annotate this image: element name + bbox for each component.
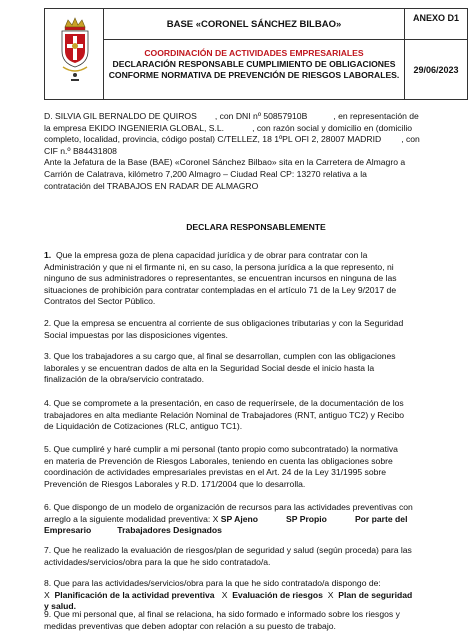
clause-9-line-1: 9. Que mi personal que, al final se relaciona, ha sido formado e informado sobre los riesgos y [44,609,400,619]
representation-text: , en representación de [333,111,419,121]
clause-4 [44,398,468,433]
cif-label: CIF n.º [44,145,71,156]
cif-value: B84431808 [72,145,117,156]
clause-6-line-2 [44,514,468,526]
clause-5-line-1: 5. Que cumpliré y haré cumplir a mi personal (tanto propio como subcontratado) la normativa [44,444,398,454]
clause-2 [44,318,468,341]
company-address: C/TELLEZ, 18 1ºPL OFI 2, 28007 MADRID [217,134,382,145]
clause-8-line-2 [44,590,468,602]
clause-9-line-2: medidas preventivas que deben adoptar con relación a su puesto de trabajo. [44,620,336,631]
clause-8 [44,578,468,613]
clause-4-line-3: de Liquidación de Cotizaciones (RLC, antiguo TC1). [44,421,243,432]
address-label: completo, localidad, provincia, código postal) [44,134,216,145]
trabajadores-designados-option: Trabajadores Designados [117,525,222,536]
clause-1-line-3: ninguno de sus administradores o representantes, se encuentran incursos en ninguna de las [44,273,397,284]
declaration-heading: DECLARA RESPONSABLEMENTE [186,222,326,232]
clause-1-line-2: Administración y que ni el firmante ni, en su caso, la persona jurídica a la que represento, ni [44,261,394,272]
clause-5-line-4: Prevención de Riesgos Laborales y R.D. 171/2004 que lo desarrolla. [44,478,306,489]
company-name: EKIDO INGENIERIA GLOBAL, S.L. [88,122,225,133]
clause-6 [44,502,468,537]
clause-3-line-3: finalización de la obra/servicio contratado. [44,374,205,385]
clause-5-line-3: coordinación de actividades empresariales previstas en el Art. 24 de la Ley 31/1995 sobre [44,467,387,478]
clause-7-line-2: actividades/servicios/obra para la que he sido contratado/a. [44,556,271,567]
intro-line-4 [44,146,468,158]
intro-block [44,111,468,192]
planning-check-mark: X [44,589,50,600]
intro-line-6: Carrión de Calatrava, kilómetro 7,200 Almagro – Ciudad Real CP: 13270 relativa a la [44,168,367,179]
clause-2-line-2: Social impuestas por las disposiciones vigentes. [44,329,228,340]
sp-ajeno-check-mark: X [212,513,219,524]
clause-8-line-1: 8. Que para las actividades/servicios/obra para la que he sido contratado/a dispongo de: [44,578,381,588]
clause-3 [44,351,468,386]
coordination-title: COORDINACIÓN DE ACTIVIDADES EMPRESARIALES [144,48,364,58]
company-label: la empresa [44,122,87,133]
clause-7 [44,545,468,568]
intro-line-7 [44,181,468,193]
contract-works: TRABAJOS EN RADAR DE ALMAGRO [106,180,259,191]
declaration-title-line-1: DECLARACIÓN RESPONSABLE CUMPLIMIENTO DE OBLIGACIONES [112,59,396,69]
signatory-name: D. SILVIA GIL BERNALDO DE QUIROS [44,111,197,121]
domicile-text: , con razón social y domicilio en (domicilio [252,122,413,133]
clause-3-line-1: 3. Que los trabajadores a su cargo que, al final se desarrollan, cumplen con las obligaciones [44,351,396,361]
modality-label: arreglo a la siguiente modalidad preventiva: [44,513,211,524]
declaration-title-line-2: CONFORME NORMATIVA DE PREVENCIÓN DE RIESGOS LABORALES. [108,70,400,80]
safety-plan-option-cont: y salud. [44,601,76,612]
document-title-cell [103,39,405,100]
intro-line-3 [44,134,468,146]
dni-value: 50857910B [263,111,308,121]
clause-1-line-4: situaciones de prohibición para contratar contempladas en el artículo 71 de la Ley 9/2017 de [44,284,397,295]
clause-7-line-1: 7. Que he realizado la evaluación de riesgos/plan de seguridad y salud (según proceda) para las [44,545,412,555]
address-suffix: , con [401,134,420,145]
contract-label: contratación del [44,180,105,191]
clause-1-number: 1. [44,250,52,260]
clause-3-line-2: laborales y se encuentran dados de alta en la Seguridad Social desde el inicio hasta la [44,362,375,373]
clause-4-line-1: 4. Que se compromete a la presentación, en caso de requerírsele, de la documentación de los [44,398,404,408]
coat-of-arms-logo [59,17,91,93]
header-table [44,8,468,100]
sp-propio-option: SP Propio [286,513,327,524]
document-date: 29/06/2023 [404,39,468,100]
safety-plan-option: Plan de seguridad [338,589,413,600]
clause-1-line-1: Que la empresa goza de plena capacidad jurídica y de obrar para contratar con la [55,250,368,260]
risk-eval-check-mark: X [221,589,228,600]
clause-6-line-1: 6. Que dispongo de un modelo de organización de recursos para las actividades preventivas con [44,502,413,512]
intro-line-2 [44,123,468,135]
clause-4-line-2: trabajadores en alta mediante Relación Nominal de Trabajadores (RNT, antiguo TC2) y Recibo [44,409,405,420]
sp-ajeno-option: SP Ajeno [220,513,259,524]
clause-2-line-1: 2. Que la empresa se encuentra al corriente de sus obligaciones tributarias y con la Seguridad [44,318,404,328]
clause-6-line-3 [44,525,468,537]
clause-5 [44,444,468,490]
clause-9 [44,609,468,632]
logo-cell [44,8,104,100]
base-title: BASE «CORONEL SÁNCHEZ BILBAO» [103,8,405,40]
dni-label: , con DNI nº [214,111,261,121]
planning-option: Planificación de la actividad preventiva [54,589,215,600]
intro-line-5: Ante la Jefatura de la Base (BAE) «Coronel Sánchez Bilbao» sita en la Carretera de Almagro a [44,157,406,168]
annex-label: ANEXO D1 [404,8,468,40]
clause-5-line-2: en materia de Prevención de Riesgos Laborales, teniendo en cuenta las obligaciones sobre [44,455,393,466]
clause-1 [44,250,468,308]
clause-1-line-5: Contratos del Sector Público. [44,296,156,307]
safety-plan-check-mark: X [327,589,334,600]
intro-line-1 [44,111,468,123]
risk-eval-option: Evaluación de riesgos [232,589,323,600]
por-parte-option: Por parte del [354,513,408,524]
empresario-option: Empresario [44,525,92,536]
